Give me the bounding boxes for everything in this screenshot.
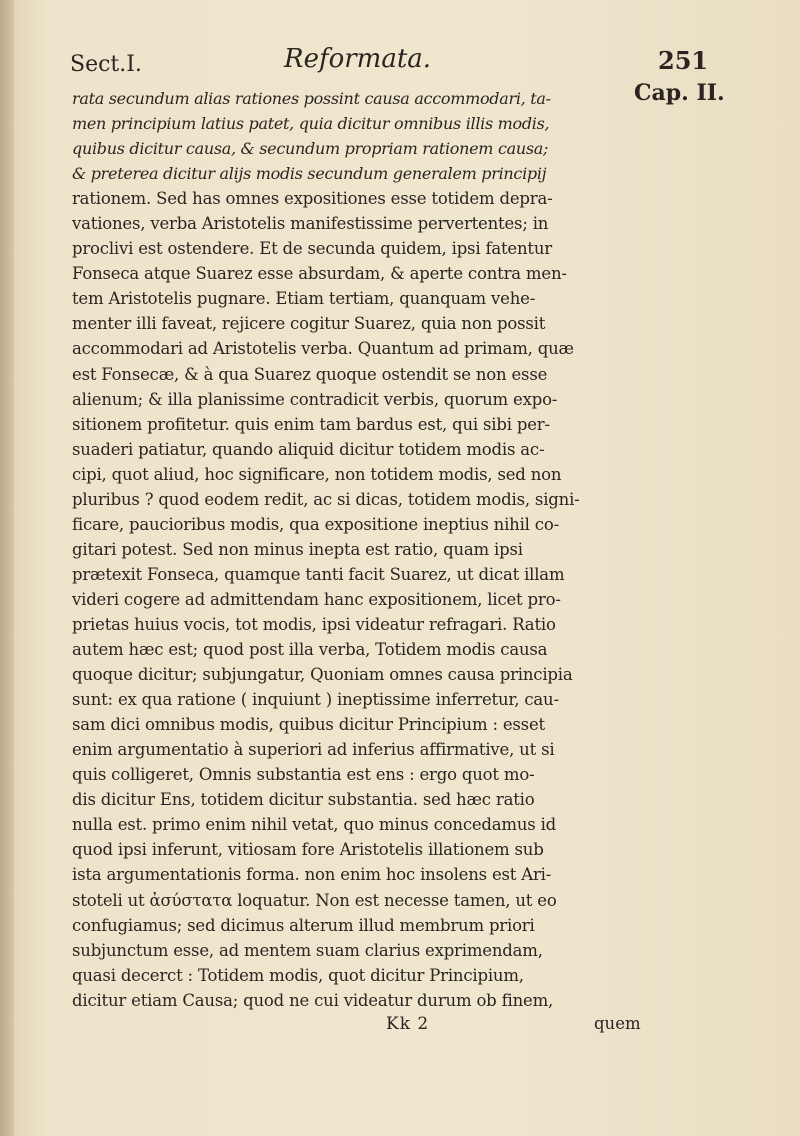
text-line: prætexit Fonseca, quamque tanti facit Suarez, ut dicat illam xyxy=(72,564,565,584)
running-header xyxy=(70,44,770,84)
text-line: suaderi patiatur, quando aliquid dicitur totidem modis ac- xyxy=(72,439,545,459)
section-label: Sect.I. xyxy=(70,52,142,77)
text-line: stoteli ut ἀσύστατα loquatur. Non est necesse tamen, ut eo xyxy=(72,890,557,910)
text-line: quoque dicitur; subjungatur, Quoniam omnes causa principia xyxy=(72,665,573,685)
text-line: sunt: ex qua ratione ( inquiunt ) ineptissime inferretur, cau- xyxy=(72,690,559,710)
text-line: enim argumentatio à superiori ad inferius affirmative, ut si xyxy=(72,740,555,760)
text-line: est Fonsecæ, & à qua Suarez quoque ostendit se non esse xyxy=(72,364,548,384)
text-line: ficare, paucioribus modis, qua expositione ineptius nihil co- xyxy=(72,514,559,534)
text-line: Fonseca atque Suarez esse absurdam, & aperte contra men- xyxy=(72,264,567,284)
chapter-margin-note: Cap. II. xyxy=(634,80,725,106)
text-line: quasi decerct : Totidem modis, quot dicitur Principium, xyxy=(72,965,524,985)
text-line: men principium latius patet, quia dicitur omnibus illis modis, xyxy=(72,114,550,134)
text-line: tem Aristotelis pugnare. Etiam tertiam, quanquam vehe- xyxy=(72,289,536,309)
text-line: accommodari ad Aristotelis verba. Quantum ad primam, quæ xyxy=(72,339,574,359)
body-text xyxy=(72,86,632,1013)
text-line: subjunctum esse, ad mentem suam clarius exprimendam, xyxy=(72,940,543,960)
signature-mark: Kk 2 xyxy=(386,1014,430,1034)
text-line: sitionem profitetur. quis enim tam bardus est, qui sibi per- xyxy=(72,414,550,434)
catchword: quem xyxy=(594,1014,641,1033)
text-line: rationem. Sed has omnes expositiones esse totidem depra- xyxy=(72,189,553,209)
text-line: quibus dicitur causa, & secundum propriam rationem causa; xyxy=(72,139,549,159)
text-line: confugiamus; sed dicimus alterum illud membrum priori xyxy=(72,915,535,935)
text-line: vationes, verba Aristotelis manifestissime pervertentes; in xyxy=(72,214,549,234)
text-line: dis dicitur Ens, totidem dicitur substantia. sed hæc ratio xyxy=(72,790,535,810)
text-line: quod ipsi inferunt, vitiosam fore Aristotelis illationem sub xyxy=(72,840,544,860)
text-line: proclivi est ostendere. Et de secunda quidem, ipsi fatentur xyxy=(72,239,552,259)
text-line: videri cogere ad admittendam hanc expositionem, licet pro- xyxy=(72,589,561,609)
page-gutter xyxy=(0,0,14,1136)
text-line: gitari potest. Sed non minus inepta est ratio, quam ipsi xyxy=(72,539,523,559)
text-line: menter illi faveat, rejicere cogitur Suarez, quia non possit xyxy=(72,314,546,334)
page-footer xyxy=(72,1014,641,1040)
text-line: pluribus ? quod eodem redit, ac si dicas, totidem modis, signi- xyxy=(72,489,580,509)
text-line: cipi, quot aliud, hoc significare, non totidem modis, sed non xyxy=(72,464,562,484)
text-line: quis colligeret, Omnis substantia est ens : ergo quot mo- xyxy=(72,765,535,785)
text-line: & preterea dicitur alijs modis secundum generalem principij xyxy=(72,164,547,184)
running-title: Reformata. xyxy=(284,44,432,74)
text-line: autem hæc est; quod post illa verba, Totidem modis causa xyxy=(72,640,548,660)
text-line: prietas huius vocis, tot modis, ipsi videatur refragari. Ratio xyxy=(72,614,556,634)
text-line: ista argumentationis forma. non enim hoc insolens est Ari- xyxy=(72,865,552,885)
text-line: rata secundum alias rationes possint causa accommodari, ta- xyxy=(72,89,551,108)
text-line: sam dici omnibus modis, quibus dicitur Principium : esset xyxy=(72,715,545,735)
text-line: nulla est. primo enim nihil vetat, quo minus concedamus id xyxy=(72,815,557,835)
text-line: dicitur etiam Causa; quod ne cui videatur durum ob finem, xyxy=(72,990,554,1010)
text-line: alienum; & illa planissime contradicit verbis, quorum expo- xyxy=(72,389,558,409)
page-number: 251 xyxy=(658,46,709,75)
